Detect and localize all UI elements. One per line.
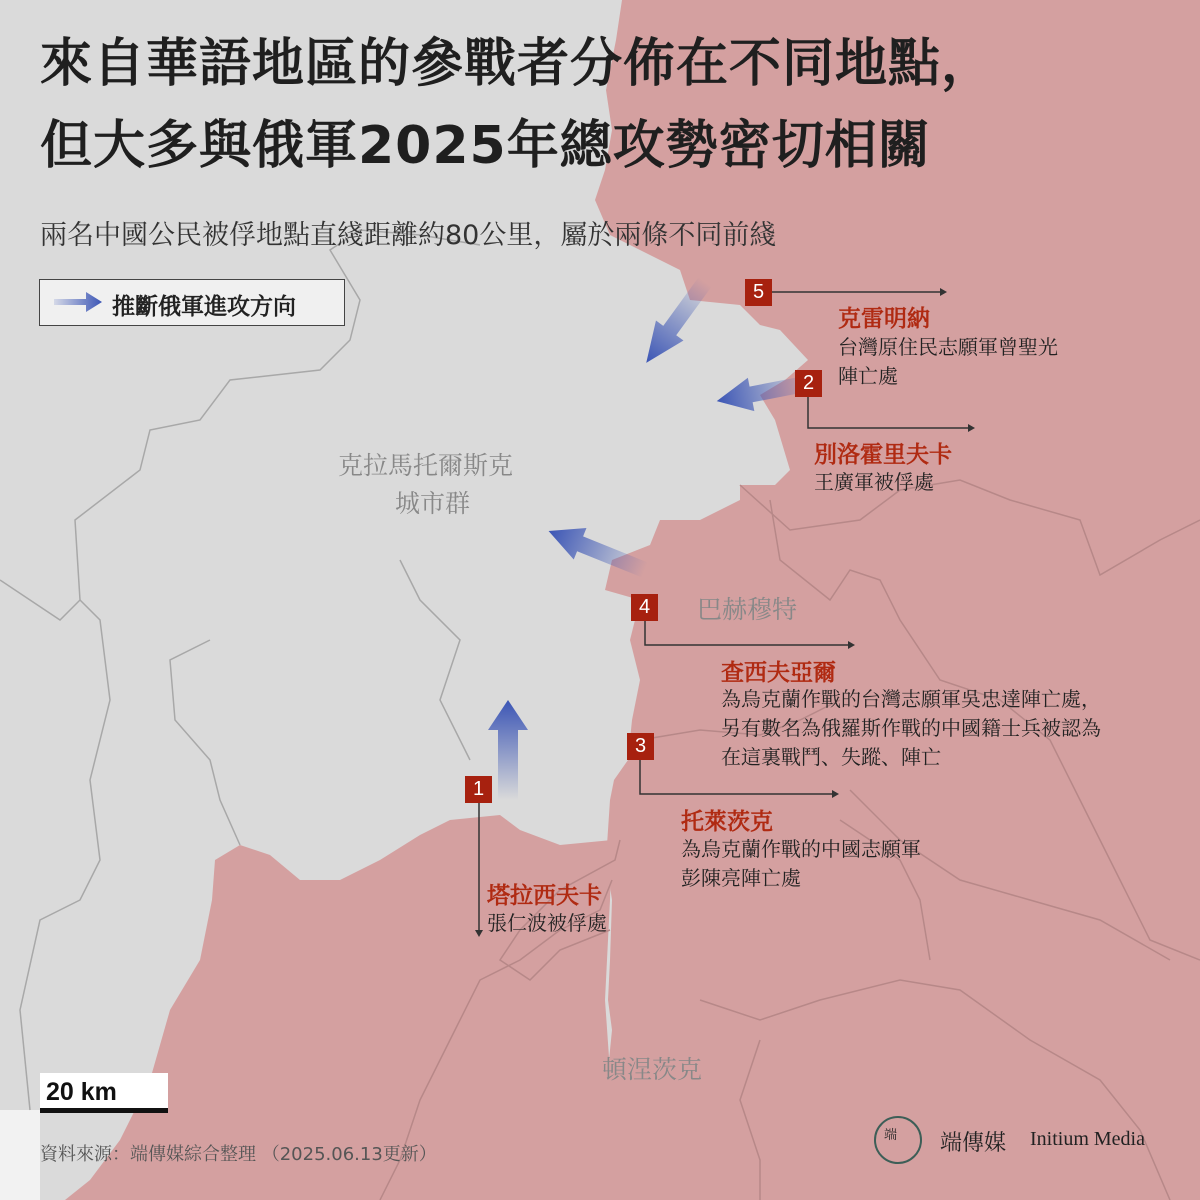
logo-en: Initium Media <box>1030 1128 1145 1150</box>
location-marker-2: 2 <box>795 370 822 397</box>
logo-zh: 端傳媒 <box>940 1131 1007 1156</box>
logo-mark: 端 <box>884 1128 898 1143</box>
location-marker-3: 3 <box>627 733 654 760</box>
location-marker-1: 1 <box>465 776 492 803</box>
location-desc-4: 為烏克蘭作戰的台灣志願軍吳忠達陣亡處， 另有數名為俄羅斯作戰的中國籍士兵被認為 在這裏戰鬥、失蹤、陣亡 <box>721 687 1101 769</box>
location-name-5: 克雷明納 <box>838 306 930 332</box>
region-kramatorsk-line2: 城市群 <box>395 489 471 518</box>
location-desc-2: 王廣軍被俘處 <box>814 470 934 494</box>
subtitle: 兩名中國公民被俘地點直綫距離約80公里，屬於兩條不同前綫 <box>40 220 777 251</box>
region-kramatorsk: 克拉馬托爾斯克 <box>338 451 514 480</box>
location-name-1: 塔拉西夫卡 <box>487 883 602 909</box>
source-note: 資料來源：端傳媒綜合整理 （2025.06.13更新） <box>40 1144 437 1165</box>
region-bakhmut: 巴赫穆特 <box>697 595 798 624</box>
location-desc-1: 張仁波被俘處 <box>487 911 607 935</box>
title-line-2: 但大多與俄軍2025年總攻勢密切相關 <box>40 116 931 176</box>
blue-arrow-icon <box>52 288 104 316</box>
scale-bar <box>40 1108 168 1113</box>
location-name-2: 別洛霍里夫卡 <box>814 442 952 468</box>
title-line-1: 來自華語地區的參戰者分佈在不同地點， <box>40 34 995 94</box>
location-name-3: 托萊茨克 <box>681 809 773 835</box>
location-marker-5: 5 <box>745 279 772 306</box>
initium-logo-icon <box>874 1116 922 1164</box>
location-desc-5: 台灣原住民志願軍曾聖光 陣亡處 <box>838 335 1058 388</box>
legend-label: 推斷俄軍進攻方向 <box>112 294 296 320</box>
legend <box>39 279 345 326</box>
location-marker-4: 4 <box>631 594 658 621</box>
scale-label: 20 km <box>46 1078 117 1106</box>
location-name-4: 查西夫亞爾 <box>721 660 836 686</box>
occupied-east <box>595 0 1200 1200</box>
region-donetsk: 頓涅茨克 <box>602 1055 703 1084</box>
location-desc-3: 為烏克蘭作戰的中國志願軍 彭陳亮陣亡處 <box>681 837 921 890</box>
